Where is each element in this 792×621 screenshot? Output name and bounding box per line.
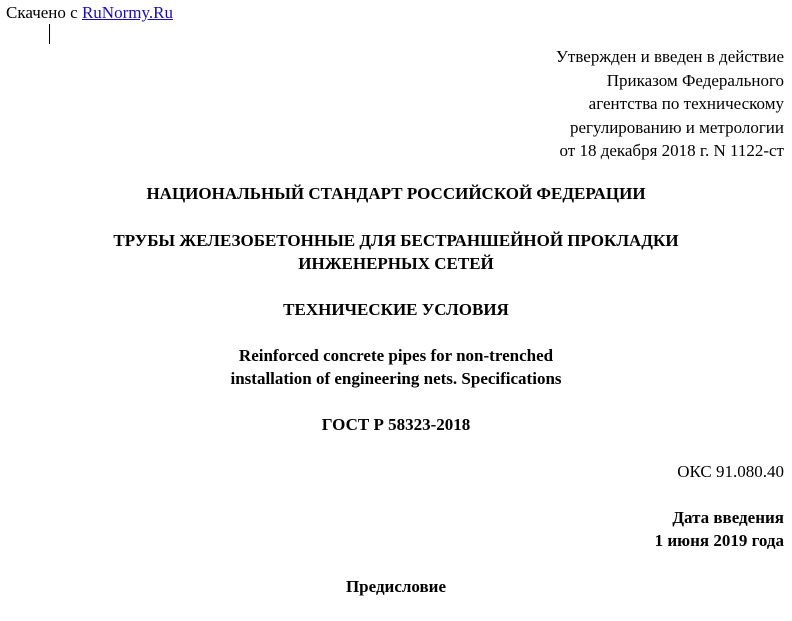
oks-code: ОКС 91.080.40 <box>677 462 784 481</box>
english-title-line: Reinforced concrete pipes for non-trenched <box>238 346 554 365</box>
introduction-date-block <box>655 506 784 552</box>
approval-line: Утвержден и введен в действие <box>555 47 784 66</box>
english-title <box>0 344 792 390</box>
approval-line: Приказом Федерального <box>606 70 784 90</box>
introduction-date-label: Дата введения <box>672 508 784 527</box>
download-source-line <box>6 1 173 24</box>
foreword-title: Предисловие <box>345 577 447 596</box>
gost-code: ГОСТ Р 58323-2018 <box>321 415 471 434</box>
approval-line: от 18 декабря 2018 г. N 1122-ст <box>559 141 784 160</box>
english-title-line: installation of engineering nets. Specifications <box>230 369 562 388</box>
document-title <box>0 229 792 275</box>
download-prefix: Скачено с <box>6 3 78 22</box>
approval-block <box>556 45 784 163</box>
document-title-line: ИНЖЕНЕРНЫХ СЕТЕЙ <box>298 254 494 273</box>
runormy-link[interactable]: RuNormy.Ru <box>81 3 173 22</box>
document-title-line: ТРУБЫ ЖЕЛЕЗОБЕТОННЫЕ ДЛЯ БЕСТРАНШЕЙНОЙ ПРОКЛАДКИ <box>113 231 679 250</box>
approval-line: регулированию и метрологии <box>569 117 784 137</box>
introduction-date-value: 1 июня 2019 года <box>654 531 784 550</box>
text-cursor <box>49 24 50 44</box>
document-subtitle: ТЕХНИЧЕСКИЕ УСЛОВИЯ <box>283 300 509 319</box>
standard-heading: НАЦИОНАЛЬНЫЙ СТАНДАРТ РОССИЙСКОЙ ФЕДЕРАЦИИ <box>146 184 646 203</box>
approval-line: агентства по техническому <box>588 94 784 113</box>
